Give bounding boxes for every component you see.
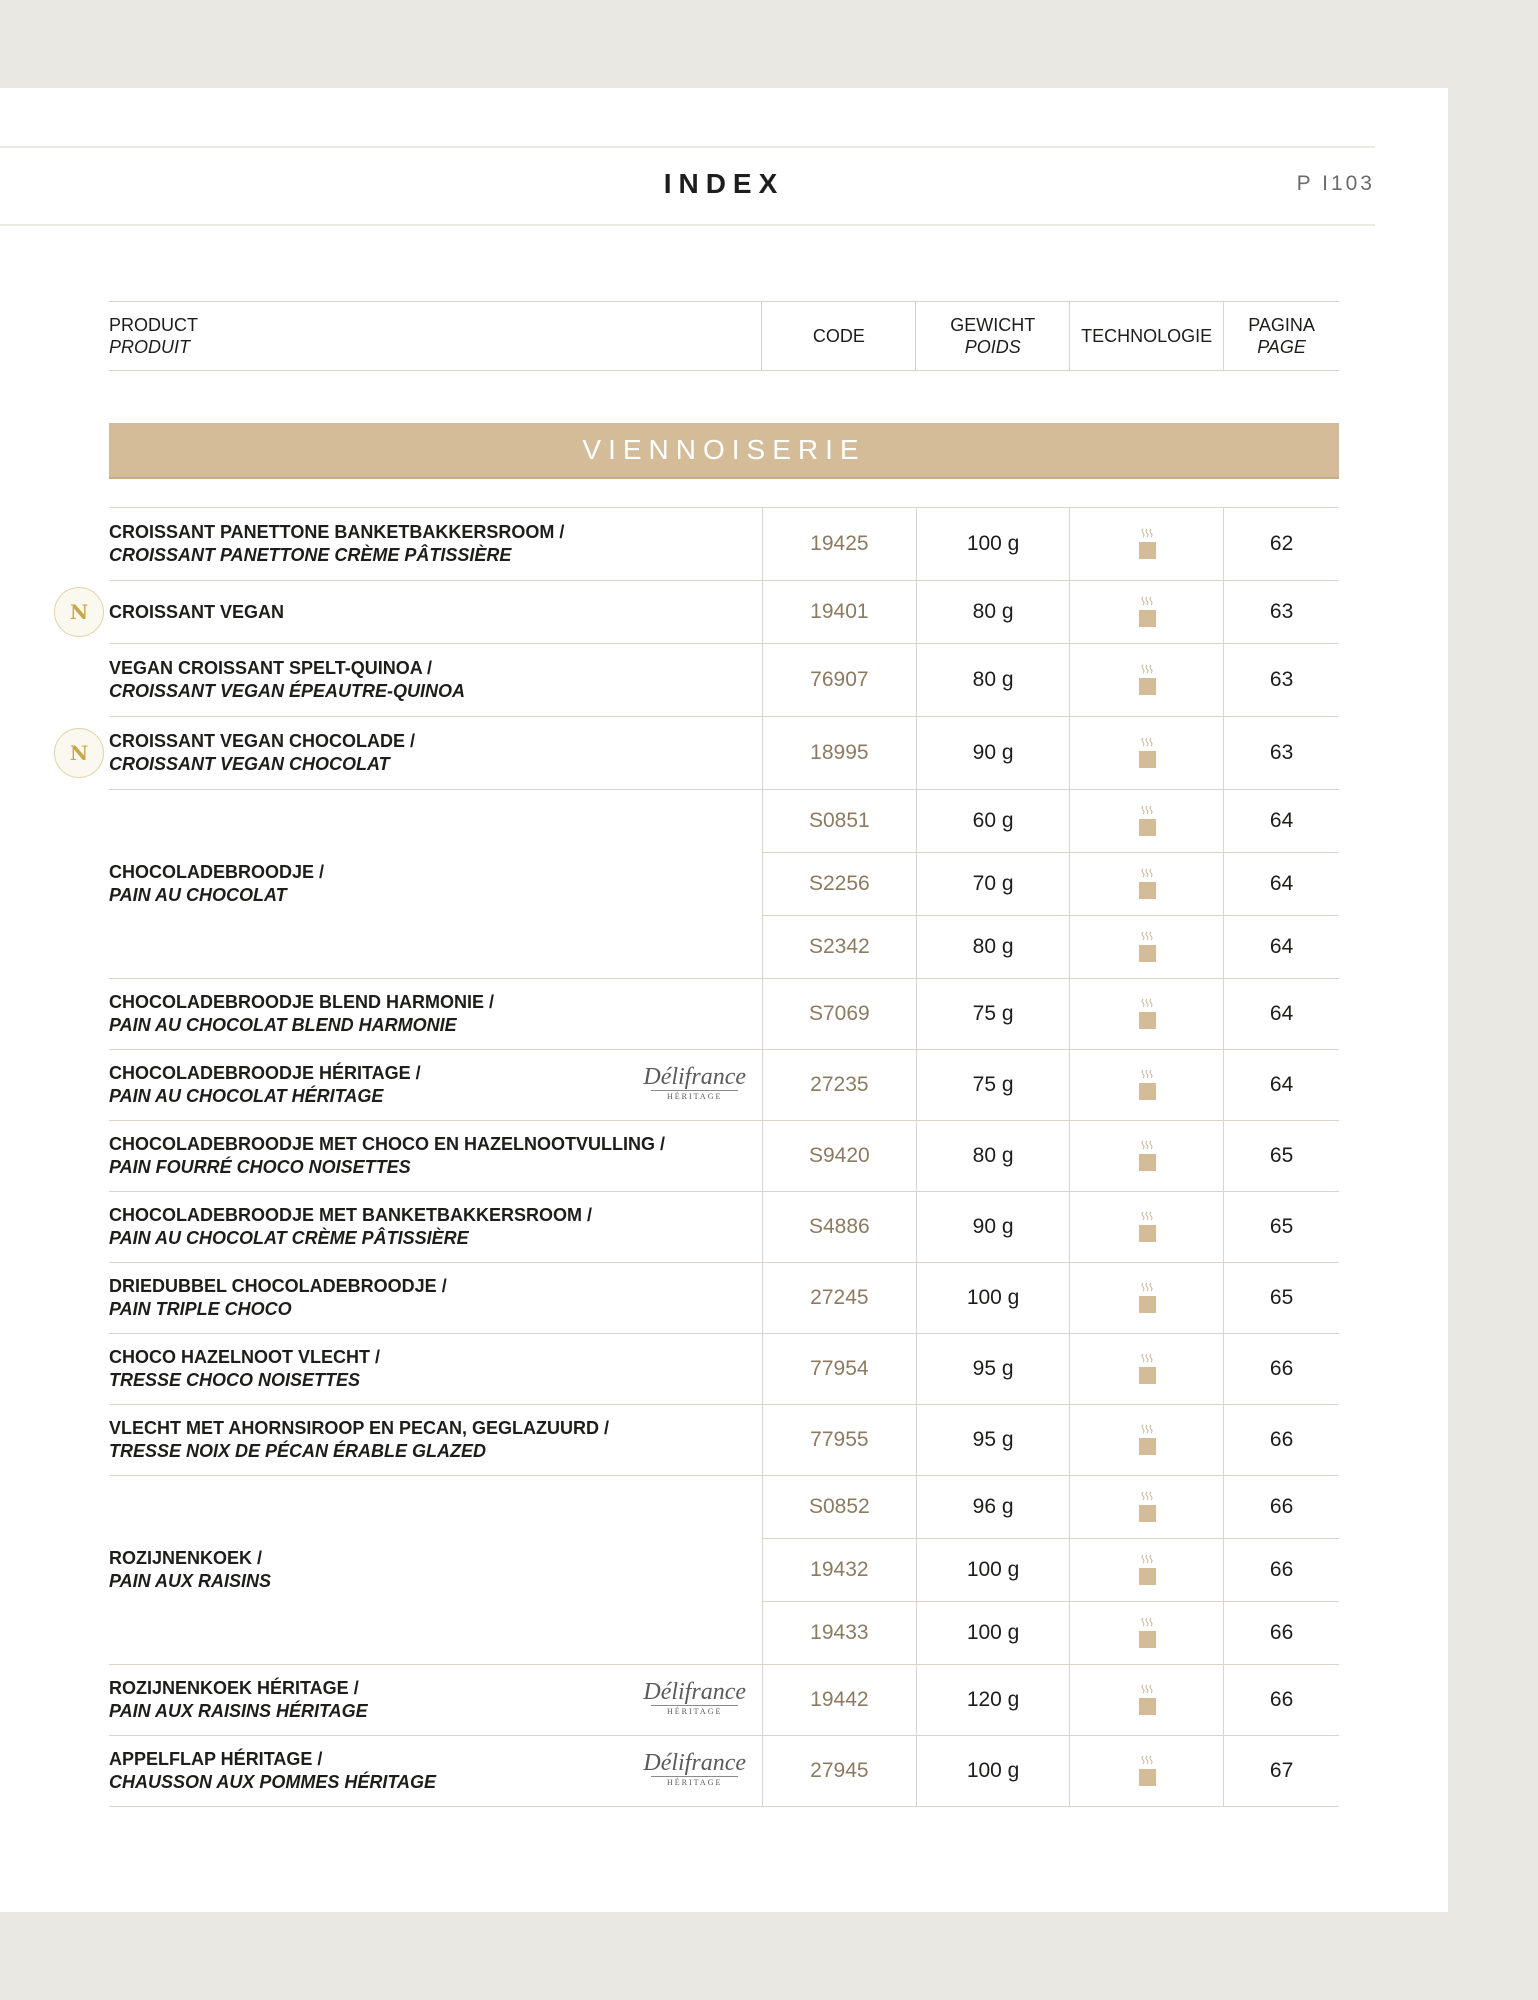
product-name-fr: CROISSANT VEGAN ÉPEAUTRE-QUINOA: [109, 681, 466, 701]
oven-bake-icon: [1136, 595, 1158, 629]
column-weight: [915, 302, 1069, 370]
product-cell: [69, 717, 762, 789]
oven-bake-icon: [1136, 1352, 1158, 1386]
variant-row: [762, 1476, 1339, 1538]
product-code: S9420: [762, 1121, 916, 1191]
oven-bake-icon: [1136, 1139, 1158, 1173]
table-row: [109, 1736, 1339, 1807]
column-page-nl: PAGINA: [1248, 315, 1315, 335]
page-reference: 65: [1223, 1263, 1339, 1333]
product-cell: [109, 1192, 762, 1262]
technology-cell: [1069, 1665, 1223, 1735]
product-weight: 90 g: [916, 1192, 1070, 1262]
product-name: [109, 1275, 447, 1321]
product-name-fr: TRESSE NOIX DE PÉCAN ÉRABLE GLAZED: [109, 1441, 487, 1461]
oven-bake-icon: [1136, 1754, 1158, 1788]
page-reference: 65: [1223, 1121, 1339, 1191]
oven-bake-icon: [1136, 1281, 1158, 1315]
table-row: [109, 790, 1339, 979]
technology-cell: [1069, 1263, 1223, 1333]
column-page-fr: PAGE: [1257, 337, 1306, 357]
page-reference: 65: [1223, 1192, 1339, 1262]
table-row: [109, 979, 1339, 1050]
product-name: [109, 1133, 665, 1179]
product-code: S4886: [762, 1192, 916, 1262]
product-code: 19433: [762, 1602, 916, 1664]
page-header: [0, 146, 1375, 226]
index-page: [0, 88, 1448, 1912]
table-row: [109, 1665, 1339, 1736]
oven-bake-icon: [1136, 1210, 1158, 1244]
product-cell: [109, 790, 762, 978]
product-name-nl: CHOCOLADEBROODJE /: [109, 862, 325, 882]
product-name: [109, 1417, 609, 1463]
page-title: INDEX: [663, 168, 785, 199]
product-cell: [69, 581, 762, 643]
brand-sub: HÉRITAGE: [651, 1705, 738, 1717]
technology-cell: [1069, 1405, 1223, 1475]
product-name-fr: PAIN AU CHOCOLAT: [109, 885, 287, 905]
oven-bake-icon: [1136, 804, 1158, 838]
page-number: P I103: [1296, 172, 1375, 195]
variant-list: [762, 1050, 1339, 1120]
product-name-nl: CROISSANT VEGAN CHOCOLADE /: [109, 731, 416, 751]
technology-cell: [1069, 581, 1223, 643]
oven-bake-icon: [1136, 527, 1158, 561]
product-weight: 80 g: [916, 1121, 1070, 1191]
product-name-nl: CHOCOLADEBROODJE HÉRITAGE /: [109, 1063, 421, 1083]
product-name-nl: ROZIJNENKOEK HÉRITAGE /: [109, 1678, 359, 1698]
page-reference: 64: [1223, 979, 1339, 1049]
oven-bake-icon: [1136, 1553, 1158, 1587]
product-code: S7069: [762, 979, 916, 1049]
product-name-fr: CROISSANT VEGAN CHOCOLAT: [109, 754, 390, 774]
oven-bake-icon: [1136, 1068, 1158, 1102]
product-name-fr: TRESSE CHOCO NOISETTES: [109, 1370, 361, 1390]
variant-row: [762, 915, 1339, 978]
page-reference: 64: [1223, 790, 1339, 852]
variant-list: [762, 979, 1339, 1049]
product-name-nl: ROZIJNENKOEK /: [109, 1548, 263, 1568]
technology-cell: [1069, 790, 1223, 852]
variant-row: [762, 1405, 1339, 1475]
product-name-fr: PAIN AUX RAISINS HÉRITAGE: [109, 1701, 368, 1721]
variant-list: [762, 1476, 1339, 1664]
product-name: [109, 1547, 271, 1593]
column-product: [109, 302, 761, 370]
page-reference: 66: [1223, 1665, 1339, 1735]
technology-cell: [1069, 1602, 1223, 1664]
product-cell: [109, 1334, 762, 1404]
product-weight: 80 g: [916, 644, 1070, 716]
product-name-fr: CROISSANT PANETTONE CRÈME PÂTISSIÈRE: [109, 545, 512, 565]
delifrance-heritage-logo: [643, 1065, 746, 1102]
oven-bake-icon: [1136, 930, 1158, 964]
oven-bake-icon: [1136, 1490, 1158, 1524]
column-code: [761, 302, 915, 370]
product-name-fr: PAIN AU CHOCOLAT HÉRITAGE: [109, 1086, 384, 1106]
product-code: S0852: [762, 1476, 916, 1538]
product-code: 19401: [762, 581, 916, 643]
column-headers: [109, 301, 1339, 371]
table-row: [109, 1050, 1339, 1121]
page-reference: 66: [1223, 1476, 1339, 1538]
product-name: [109, 601, 284, 624]
product-name-fr: PAIN TRIPLE CHOCO: [109, 1299, 292, 1319]
column-weight-nl: GEWICHT: [950, 315, 1036, 335]
product-name: [109, 1204, 592, 1250]
product-name-nl: CHOCO HAZELNOOT VLECHT /: [109, 1347, 380, 1367]
technology-cell: [1069, 1736, 1223, 1806]
product-code: 19425: [762, 508, 916, 580]
oven-bake-icon: [1136, 736, 1158, 770]
page-reference: 64: [1223, 916, 1339, 978]
table-row: [69, 717, 1339, 790]
product-cell: [109, 1476, 762, 1664]
technology-cell: [1069, 1121, 1223, 1191]
page-reference: 67: [1223, 1736, 1339, 1806]
variant-list: [762, 1192, 1339, 1262]
product-code: 19442: [762, 1665, 916, 1735]
variant-row: [762, 1334, 1339, 1404]
oven-bake-icon: [1136, 867, 1158, 901]
variant-row: [762, 581, 1339, 643]
oven-bake-icon: [1136, 1423, 1158, 1457]
new-badge-letter: N: [69, 741, 89, 765]
product-cell: [109, 1665, 762, 1735]
product-name-nl: APPELFLAP HÉRITAGE /: [109, 1749, 323, 1769]
column-page: [1223, 302, 1339, 370]
product-name: [109, 861, 324, 907]
page-reference: 64: [1223, 1050, 1339, 1120]
product-name-fr: PAIN AU CHOCOLAT CRÈME PÂTISSIÈRE: [109, 1228, 469, 1248]
product-name: [109, 991, 494, 1037]
variant-row: [762, 979, 1339, 1049]
variant-list: [762, 790, 1339, 978]
product-table: [69, 507, 1339, 1807]
product-name: [109, 1346, 380, 1392]
variant-row: [762, 852, 1339, 915]
technology-cell: [1069, 1539, 1223, 1601]
product-name-nl: CROISSANT VEGAN: [109, 601, 285, 622]
product-cell: [109, 644, 762, 716]
product-weight: 95 g: [916, 1405, 1070, 1475]
product-code: 27245: [762, 1263, 916, 1333]
table-row: [69, 581, 1339, 644]
technology-cell: [1069, 979, 1223, 1049]
product-weight: 100 g: [916, 1539, 1070, 1601]
variant-row: [762, 1665, 1339, 1735]
brand-sub: HÉRITAGE: [651, 1090, 738, 1102]
technology-cell: [1069, 1050, 1223, 1120]
product-name-fr: PAIN FOURRÉ CHOCO NOISETTES: [109, 1157, 411, 1177]
product-name-fr: CHAUSSON AUX POMMES HÉRITAGE: [109, 1772, 437, 1792]
technology-cell: [1069, 1476, 1223, 1538]
technology-cell: [1069, 1192, 1223, 1262]
product-weight: 80 g: [916, 916, 1070, 978]
product-name: [109, 521, 564, 567]
column-code-label: CODE: [812, 326, 865, 346]
product-code: S0851: [762, 790, 916, 852]
page-reference: 66: [1223, 1602, 1339, 1664]
product-name-nl: CHOCOLADEBROODJE MET CHOCO EN HAZELNOOTVULLING /: [109, 1134, 666, 1154]
product-weight: 70 g: [916, 853, 1070, 915]
product-code: 76907: [762, 644, 916, 716]
product-code: 27235: [762, 1050, 916, 1120]
variant-list: [762, 581, 1339, 643]
product-name-fr: PAIN AUX RAISINS: [109, 1571, 272, 1591]
product-code: 27945: [762, 1736, 916, 1806]
product-cell: [109, 1121, 762, 1191]
variant-list: [762, 1263, 1339, 1333]
variant-row: [762, 717, 1339, 789]
product-weight: 95 g: [916, 1334, 1070, 1404]
delifrance-heritage-logo: [643, 1751, 746, 1788]
page-reference: 64: [1223, 853, 1339, 915]
product-weight: 60 g: [916, 790, 1070, 852]
section-title: VIENNOISERIE: [582, 434, 866, 465]
variant-row: [762, 1263, 1339, 1333]
product-cell: [109, 1050, 762, 1120]
oven-bake-icon: [1136, 663, 1158, 697]
technology-cell: [1069, 717, 1223, 789]
product-name: [109, 657, 465, 703]
brand-name: Délifrance: [643, 1750, 746, 1776]
product-code: 77955: [762, 1405, 916, 1475]
product-name-nl: CHOCOLADEBROODJE MET BANKETBAKKERSROOM /: [109, 1205, 593, 1225]
column-weight-fr: POIDS: [964, 337, 1021, 357]
technology-cell: [1069, 1334, 1223, 1404]
variant-row: [762, 1601, 1339, 1664]
variant-row: [762, 1736, 1339, 1806]
product-cell: [109, 1263, 762, 1333]
product-weight: 120 g: [916, 1665, 1070, 1735]
page-reference: 62: [1223, 508, 1339, 580]
brand-name: Délifrance: [643, 1679, 746, 1705]
section-header: [109, 423, 1339, 479]
product-name-fr: PAIN AU CHOCOLAT BLEND HARMONIE: [109, 1015, 457, 1035]
variant-list: [762, 1334, 1339, 1404]
variant-list: [762, 717, 1339, 789]
variant-list: [762, 1665, 1339, 1735]
brand-name: Délifrance: [643, 1064, 746, 1090]
oven-bake-icon: [1136, 1616, 1158, 1650]
product-name: [109, 730, 415, 776]
product-weight: 80 g: [916, 581, 1070, 643]
oven-bake-icon: [1136, 1683, 1158, 1717]
page-reference: 66: [1223, 1539, 1339, 1601]
product-weight: 75 g: [916, 979, 1070, 1049]
variant-row: [762, 1538, 1339, 1601]
product-name-nl: CHOCOLADEBROODJE BLEND HARMONIE /: [109, 992, 495, 1012]
product-weight: 96 g: [916, 1476, 1070, 1538]
variant-row: [762, 790, 1339, 852]
product-name: [109, 1062, 421, 1108]
column-product-nl: PRODUCT: [109, 315, 198, 335]
technology-cell: [1069, 916, 1223, 978]
technology-cell: [1069, 644, 1223, 716]
product-code: 18995: [762, 717, 916, 789]
product-cell: [109, 508, 762, 580]
product-code: 77954: [762, 1334, 916, 1404]
technology-cell: [1069, 853, 1223, 915]
variant-row: [762, 508, 1339, 580]
variant-list: [762, 1736, 1339, 1806]
product-name-nl: VEGAN CROISSANT SPELT-QUINOA /: [109, 658, 433, 678]
page-reference: 66: [1223, 1334, 1339, 1404]
page-reference: 63: [1223, 644, 1339, 716]
product-weight: 90 g: [916, 717, 1070, 789]
variant-list: [762, 644, 1339, 716]
table-row: [109, 508, 1339, 581]
variant-row: [762, 1121, 1339, 1191]
table-row: [109, 1334, 1339, 1405]
table-row: [109, 1405, 1339, 1476]
table-row: [109, 1476, 1339, 1665]
variant-list: [762, 1405, 1339, 1475]
brand-sub: HÉRITAGE: [651, 1776, 738, 1788]
page-reference: 63: [1223, 581, 1339, 643]
table-row: [109, 1263, 1339, 1334]
table-row: [109, 1192, 1339, 1263]
new-badge-icon: [54, 728, 104, 778]
delifrance-heritage-logo: [643, 1680, 746, 1717]
variant-row: [762, 1050, 1339, 1120]
product-name: [109, 1677, 368, 1723]
new-badge-letter: N: [69, 600, 89, 624]
product-weight: 100 g: [916, 1602, 1070, 1664]
product-name-nl: DRIEDUBBEL CHOCOLADEBROODJE /: [109, 1276, 447, 1296]
product-name: [109, 1748, 436, 1794]
product-code: S2342: [762, 916, 916, 978]
oven-bake-icon: [1136, 997, 1158, 1031]
product-name-nl: CROISSANT PANETTONE BANKETBAKKERSROOM /: [109, 522, 565, 542]
product-weight: 100 g: [916, 1736, 1070, 1806]
variant-row: [762, 644, 1339, 716]
page-reference: 66: [1223, 1405, 1339, 1475]
product-code: 19432: [762, 1539, 916, 1601]
product-weight: 75 g: [916, 1050, 1070, 1120]
table-row: [109, 1121, 1339, 1192]
column-technology: [1069, 302, 1223, 370]
product-name-nl: VLECHT MET AHORNSIROOP EN PECAN, GEGLAZUURD /: [109, 1418, 610, 1438]
product-cell: [109, 1736, 762, 1806]
column-technology-label: TECHNOLOGIE: [1081, 326, 1213, 346]
page-reference: 63: [1223, 717, 1339, 789]
variant-row: [762, 1192, 1339, 1262]
variant-list: [762, 1121, 1339, 1191]
product-weight: 100 g: [916, 1263, 1070, 1333]
new-badge-icon: [54, 587, 104, 637]
table-row: [109, 644, 1339, 717]
product-cell: [109, 979, 762, 1049]
variant-list: [762, 508, 1339, 580]
product-weight: 100 g: [916, 508, 1070, 580]
product-code: S2256: [762, 853, 916, 915]
column-product-fr: PRODUIT: [109, 337, 190, 357]
product-cell: [109, 1405, 762, 1475]
technology-cell: [1069, 508, 1223, 580]
